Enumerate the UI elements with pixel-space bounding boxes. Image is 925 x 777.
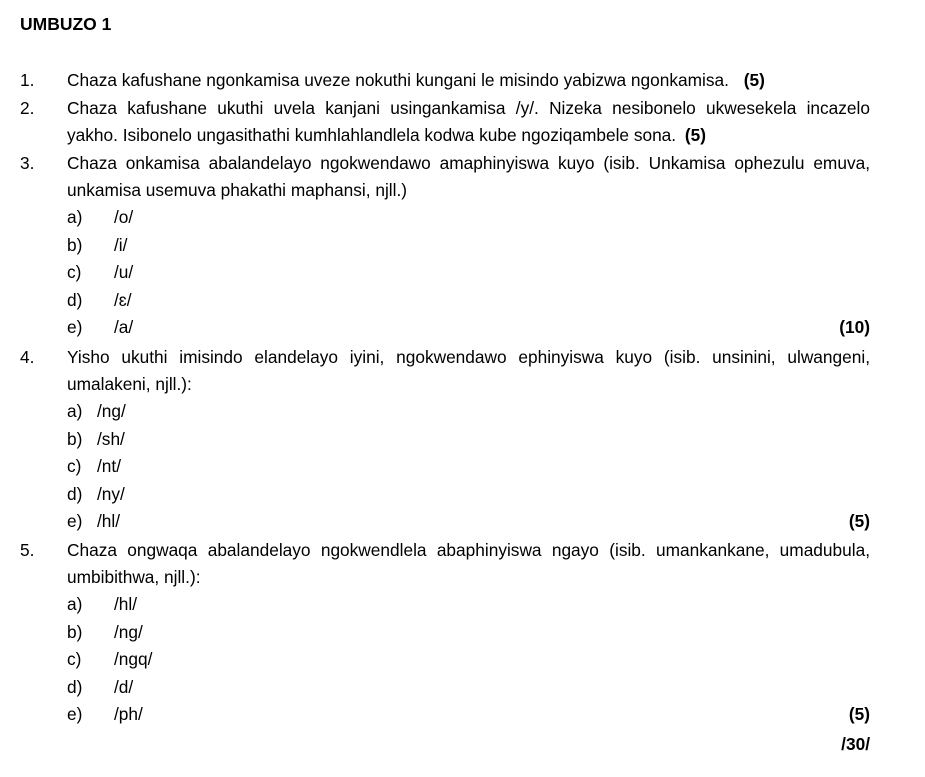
sub-question-d	[20, 481, 870, 509]
question-text	[67, 95, 870, 149]
question-number: 3.	[20, 153, 35, 173]
question-body: Chaza ongwaqa abalandelayo ngokwendlela abaphinyiswa ngayo (isib. umankankane, umadubula, umbibithwa, njll.):	[67, 540, 870, 587]
question-text	[67, 150, 870, 204]
question-marks: (5)	[743, 70, 765, 90]
question-number: 5.	[20, 540, 35, 560]
sub-question-value: /ɛ/	[114, 289, 132, 310]
sub-question-value: /u/	[114, 262, 134, 283]
sub-question-b	[20, 619, 870, 647]
question-2	[20, 95, 870, 149]
sub-question-label: e)	[67, 511, 83, 532]
sub-question-c	[20, 453, 870, 481]
sub-question-value: /nt/	[97, 456, 122, 477]
total-marks: /30/	[841, 734, 870, 754]
sub-question-value: /ng/	[114, 621, 143, 642]
question-marks: (5)	[684, 125, 707, 145]
sub-question-value: /d/	[114, 676, 134, 697]
sub-question-label: a)	[67, 207, 83, 227]
sub-question-label: b)	[67, 428, 83, 449]
question-text	[67, 537, 870, 591]
sub-question-value: /a/	[114, 317, 134, 338]
sub-question-list	[20, 204, 870, 342]
question-1	[20, 67, 870, 94]
sub-question-label: d)	[67, 289, 83, 310]
document-title: UMBUZO 1	[20, 14, 112, 34]
question-marks: (5)	[848, 704, 870, 725]
sub-question-a	[20, 591, 870, 619]
question-number: 2.	[20, 98, 35, 118]
question-5	[20, 537, 870, 729]
question-text	[67, 67, 870, 94]
question-body: Chaza kafushane ukuthi uvela kanjani usingankamisa /y/. Nizeka nesibonelo ukwesekela incazelo yakho. Isibonelo ungasithathi kumhlahlandlela kodwa kube ngoziqambele sona.	[67, 98, 870, 145]
sub-question-label: c)	[67, 649, 82, 670]
question-number: 1.	[20, 70, 35, 90]
sub-question-label: b)	[67, 621, 83, 642]
question-text	[67, 344, 870, 398]
sub-question-value: /o/	[114, 207, 134, 227]
sub-question-d	[20, 287, 870, 315]
sub-question-value: /hl/	[114, 594, 138, 614]
sub-question-list	[20, 398, 870, 536]
sub-question-value: /sh/	[97, 428, 125, 449]
sub-question-e	[20, 508, 870, 536]
question-body: Chaza onkamisa abalandelayo ngokwendawo amaphinyiswa kuyo (isib. Unkamisa ophezulu emuva, unkamisa usemuva phakathi maphansi, njll.)	[67, 153, 870, 200]
sub-question-value: /ph/	[114, 704, 143, 725]
sub-question-e	[20, 314, 870, 342]
question-body: Chaza kafushane ngonkamisa uveze nokuthi kungani le misindo yabizwa ngonkamisa.	[67, 70, 729, 90]
sub-question-value: /hl/	[97, 511, 121, 532]
sub-question-a	[20, 204, 870, 232]
sub-question-label: b)	[67, 234, 83, 255]
sub-question-a	[20, 398, 870, 426]
sub-question-label: c)	[67, 262, 82, 283]
sub-question-label: c)	[67, 456, 82, 477]
question-marks: (5)	[848, 511, 870, 532]
sub-question-c	[20, 646, 870, 674]
sub-question-list	[20, 591, 870, 729]
sub-question-label: a)	[67, 401, 83, 421]
question-3	[20, 150, 870, 342]
sub-question-value: /ngq/	[114, 649, 153, 670]
sub-question-label: d)	[67, 676, 83, 697]
sub-question-label: e)	[67, 704, 83, 725]
sub-question-c	[20, 259, 870, 287]
sub-question-value: /ng/	[97, 401, 126, 421]
sub-question-e	[20, 701, 870, 729]
sub-question-label: a)	[67, 594, 83, 614]
question-number: 4.	[20, 347, 35, 367]
sub-question-d	[20, 674, 870, 702]
question-body: Yisho ukuthi imisindo elandelayo iyini, ngokwendawo ephinyiswa kuyo (isib. unsinini, ulwangeni, umalakeni, njll.):	[67, 347, 870, 394]
sub-question-value: /ny/	[97, 483, 125, 504]
question-marks: (10)	[839, 317, 870, 338]
question-4	[20, 344, 870, 536]
sub-question-b	[20, 232, 870, 260]
sub-question-value: /i/	[114, 234, 128, 255]
sub-question-label: e)	[67, 317, 83, 338]
sub-question-b	[20, 426, 870, 454]
sub-question-label: d)	[67, 483, 83, 504]
